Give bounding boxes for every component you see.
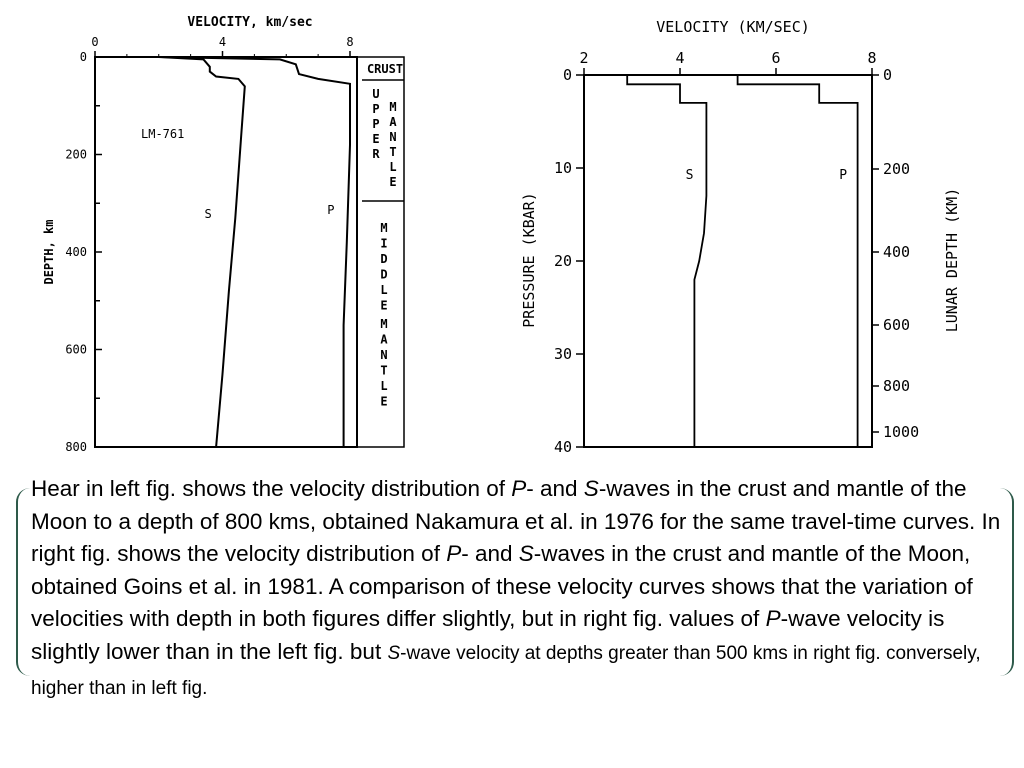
left-series-label-p: P (327, 202, 335, 217)
left-layer-upper-letter: P (372, 102, 380, 116)
right-y-tick-label: 40 (553, 438, 572, 456)
left-series-line-s (159, 57, 245, 447)
left-layer-mantle-letter: E (380, 394, 388, 409)
left-layer-mantle-letter: A (380, 332, 388, 347)
left-y-tick-label: 0 (79, 50, 87, 64)
left-layer-mantle-letter: N (380, 348, 388, 362)
left-layer-crust: CRUST (366, 62, 404, 76)
right-depth-tick-label: 1000 (883, 423, 920, 441)
left-x-tick-label: 8 (346, 35, 354, 49)
right-x-tick-label: 4 (675, 49, 685, 67)
left-layer-mantle-letter: N (389, 130, 397, 144)
caption-s-symbol: S (387, 642, 401, 664)
left-plot-frame (95, 57, 357, 447)
right-ylabel: PRESSURE (KBAR) (520, 192, 538, 328)
right-x-tick-label: 2 (579, 49, 589, 67)
left-layer-upper-letter: U (372, 87, 380, 101)
right-chart-group (520, 18, 961, 456)
left-layer-mantle-letter: T (380, 363, 388, 378)
right-depth-tick-label: 800 (883, 377, 911, 395)
left-y-tick-label: 600 (65, 342, 87, 357)
right-ylabel-depth: LUNAR DEPTH (KM) (943, 187, 961, 333)
left-layer-mantle-letter: L (389, 160, 397, 174)
right-series-label-p: P (839, 168, 848, 184)
left-annotation-lm761: LM-761 (141, 127, 185, 141)
right-plot-frame (584, 75, 872, 447)
left-series-line-p (162, 57, 350, 447)
left-x-tick-label: 0 (91, 35, 99, 49)
left-y-tick-label: 800 (65, 440, 87, 454)
left-layer-middle-letter: D (380, 267, 388, 282)
right-chart-title: VELOCITY (KM/SEC) (656, 18, 810, 36)
left-layer-mantle-letter: T (389, 145, 397, 159)
right-y-tick-label: 0 (562, 66, 572, 84)
left-chart-title: VELOCITY, km/sec (187, 15, 313, 30)
caption-part: -wave velocity at depths greater than 500 kms in right fig. conversely, higher than in left fig. (31, 642, 981, 699)
right-series-line-s (627, 75, 706, 447)
left-layer-upper-letter: E (372, 132, 380, 146)
left-y-tick-label: 200 (65, 147, 87, 162)
left-layer-mantle-letter: M (380, 317, 388, 331)
right-y-tick-label: 10 (553, 159, 572, 177)
right-depth-tick-label: 400 (883, 243, 911, 261)
right-depth-tick-label: 600 (883, 316, 911, 334)
caption-part: Hear in left fig. shows the velocity distribution of (31, 476, 512, 501)
caption-part: -wave velocity is slightly lower than in the left fig. but (31, 606, 945, 664)
left-layer-mantle-letter: L (380, 379, 388, 393)
right-y-tick-label: 30 (553, 345, 572, 363)
left-layer-middle-letter: E (380, 298, 388, 313)
right-depth-tick-label: 200 (883, 160, 911, 178)
left-layer-middle-letter: I (380, 236, 388, 251)
caption-p-symbol: P (511, 476, 527, 501)
right-x-tick-label: 8 (867, 49, 877, 67)
left-layer-middle-letter: D (380, 252, 388, 266)
caption-text (31, 473, 1006, 705)
right-series-line-p (738, 75, 858, 447)
caption-s-symbol: S (518, 541, 534, 567)
right-depth-tick-label: 0 (883, 66, 893, 84)
caption-part: - and (461, 541, 519, 567)
left-layer-mantle-letter: A (389, 115, 397, 129)
right-series-label-s: S (685, 168, 694, 184)
caption-p-symbol: P (446, 541, 462, 567)
caption-p-symbol: P (765, 606, 781, 632)
right-x-tick-label: 6 (771, 49, 781, 67)
left-series-label-s: S (204, 206, 212, 221)
left-layer-mantle-letter: E (389, 175, 397, 189)
left-layer-middle-letter: M (380, 221, 388, 235)
left-layer-middle-letter: L (380, 283, 388, 297)
caption-s-symbol: S (583, 476, 599, 501)
caption-part: - and (526, 476, 584, 501)
right-y-tick-label: 20 (553, 252, 572, 270)
left-layer-mantle-letter: M (389, 100, 397, 114)
left-y-tick-label: 400 (65, 245, 87, 259)
left-chart-group (42, 15, 404, 454)
left-x-tick-label: 4 (218, 35, 227, 49)
caption-part: -waves in the crust and mantle of the Moon, obtained Goins et al. in 1981. A comparison of these velocity curves shows that the variation of velocities with depth in both figures differ slightly, but in right fig. values of (31, 541, 973, 632)
left-layer-upper-letter: R (372, 147, 380, 161)
caption-part: -waves in the crust and mantle of the Moon to a depth of 800 kms, obtained Nakamura et al. in 1976 for the same travel-time curves. In right fig. shows the velocity distribution of (31, 476, 1001, 567)
left-layer-upper-letter: P (372, 117, 380, 131)
left-ylabel: DEPTH, km (42, 219, 56, 285)
